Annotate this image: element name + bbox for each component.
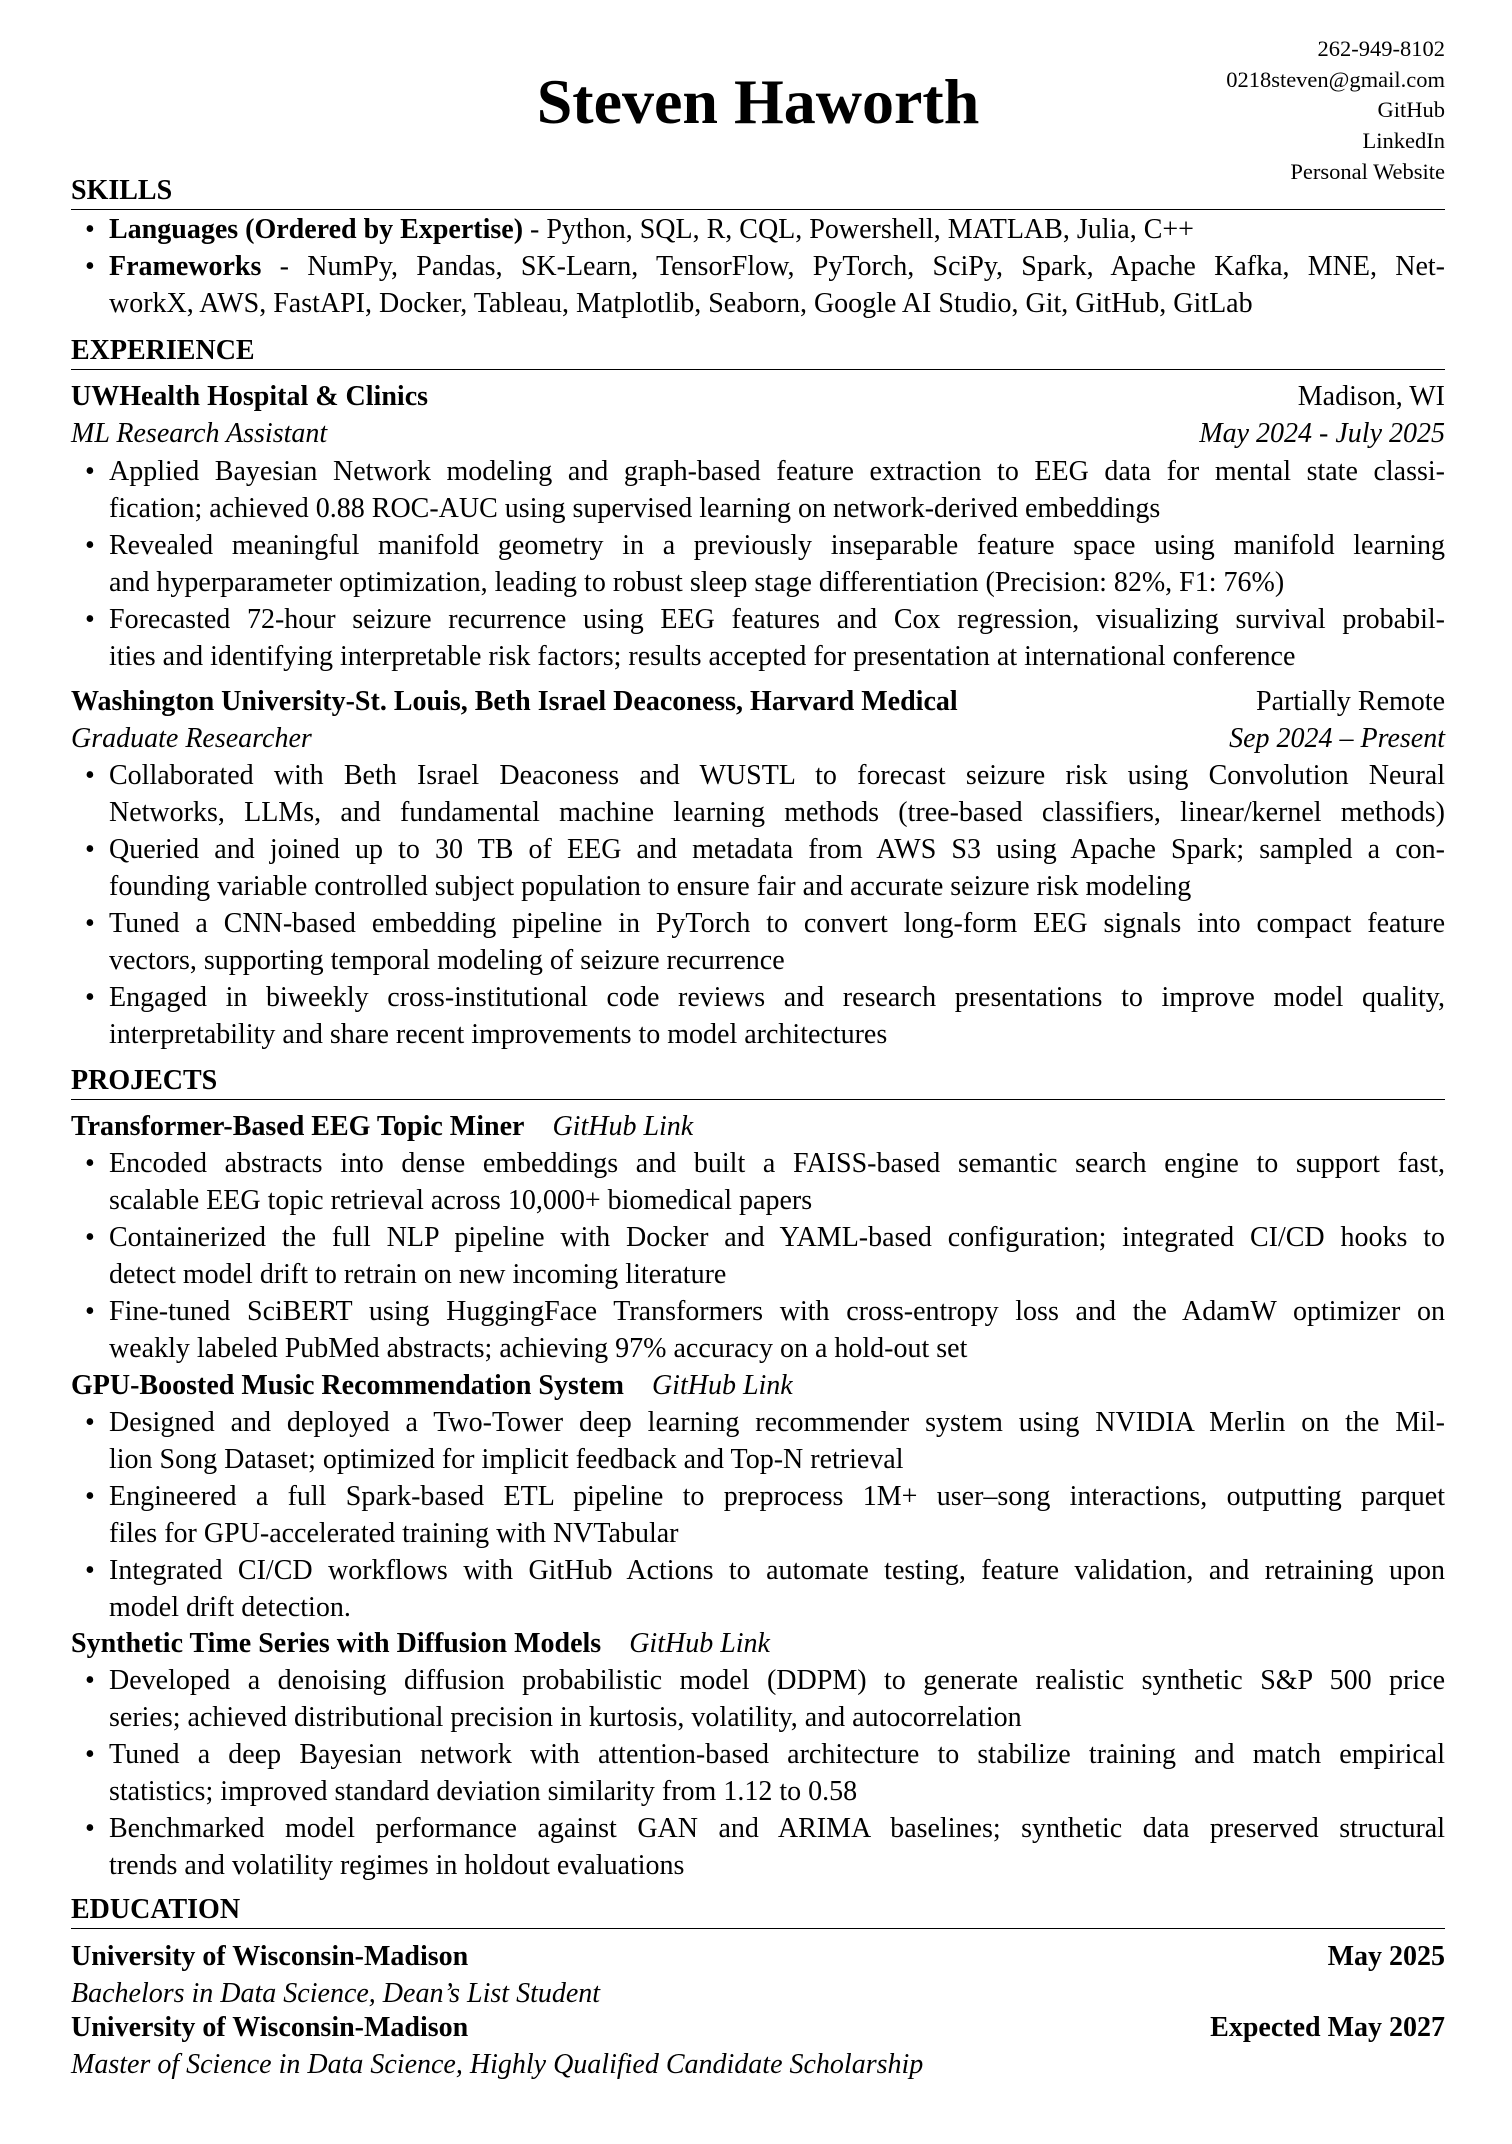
education-date: May 2025 — [1327, 1941, 1445, 1972]
list-item-cont: Networks, LLMs, and fundamental machine learning methods (tree-based classifiers, linear/kernel methods) — [109, 797, 1445, 828]
bullet-dot: • — [85, 908, 95, 939]
bullet-dot: • — [85, 251, 95, 282]
list-item — [71, 1147, 1445, 1181]
job-role: ML Research Assistant — [71, 418, 328, 449]
project-name: Synthetic Time Series with Diffusion Models — [71, 1628, 602, 1659]
list-item — [71, 1221, 1445, 1255]
list-item-text: Revealed meaningful manifold geometry in a previously inseparable feature space using manifold learning — [109, 530, 1445, 561]
list-item-cont: scalable EEG topic retrieval across 10,000+ biomedical papers — [109, 1185, 813, 1216]
list-item — [71, 1738, 1445, 1772]
list-item-cont: fication; achieved 0.88 ROC-AUC using supervised learning on network-derived embeddings — [109, 493, 1161, 524]
list-item-cont: statistics; improved standard deviation similarity from 1.12 to 0.58 — [109, 1776, 858, 1807]
job-role: Graduate Researcher — [71, 723, 312, 754]
bullet-dot: • — [85, 1481, 95, 1512]
skills-frameworks-text: - NumPy, Pandas, SK-Learn, TensorFlow, PyTorch, SciPy, Spark, Apache Kafka, MNE, Net- — [261, 251, 1445, 282]
section-title-education: EDUCATION — [71, 1893, 1445, 1929]
bullet-dot: • — [85, 456, 95, 487]
list-item — [71, 833, 1445, 867]
list-item-text: Collaborated with Beth Israel Deaconess and WUSTL to forecast seizure risk using Convolution Neural — [109, 760, 1445, 791]
bullet-dot: • — [85, 1739, 95, 1770]
list-item-cont: weakly labeled PubMed abstracts; achieving 97% accuracy on a hold-out set — [109, 1333, 968, 1364]
list-item — [71, 1664, 1445, 1698]
list-item-text: Tuned a deep Bayesian network with attention-based architecture to stabilize training and match empirical — [109, 1739, 1445, 1770]
bullet-dot: • — [85, 1665, 95, 1696]
github-link[interactable]: GitHub — [1377, 97, 1445, 123]
list-item-text: Forecasted 72-hour seizure recurrence using EEG features and Cox regression, visualizing survival probabil- — [109, 604, 1445, 635]
list-item-cont: files for GPU-accelerated training with NVTabular — [109, 1518, 679, 1549]
phone-number: 262-949-8102 — [1317, 36, 1445, 61]
list-item-text: Applied Bayesian Network modeling and graph-based feature extraction to EEG data for mental state classi- — [109, 456, 1445, 487]
list-item-cont: founding variable controlled subject population to ensure fair and accurate seizure risk modeling — [109, 871, 1192, 902]
education-date: Expected May 2027 — [1210, 2012, 1445, 2043]
job-dates: Sep 2024 – Present — [1229, 723, 1445, 754]
job-location: Partially Remote — [1256, 686, 1445, 717]
bullet-dot: • — [85, 1148, 95, 1179]
list-item-cont: detect model drift to retrain on new incoming literature — [109, 1259, 727, 1290]
project-name: Transformer-Based EEG Topic Miner — [71, 1111, 525, 1142]
education-school: University of Wisconsin-Madison — [71, 2012, 469, 2043]
skills-languages-text: - Python, SQL, R, CQL, Powershell, MATLAB, Julia, C++ — [523, 214, 1194, 245]
bullet-dot: • — [85, 530, 95, 561]
bullet-dot: • — [85, 214, 95, 245]
bullet-dot: • — [85, 1296, 95, 1327]
education-detail: Master of Science in Data Science, Highly Qualified Candidate Scholarship — [71, 2049, 924, 2080]
list-item — [71, 981, 1445, 1015]
list-item-text: Designed and deployed a Two-Tower deep learning recommender system using NVIDIA Merlin on the Mil- — [109, 1407, 1445, 1438]
list-item-cont: trends and volatility regimes in holdout evaluations — [109, 1850, 685, 1881]
list-item — [71, 1554, 1445, 1588]
education-school: University of Wisconsin-Madison — [71, 1941, 469, 1972]
bullet-dot: • — [85, 982, 95, 1013]
project-name: GPU-Boosted Music Recommendation System — [71, 1370, 624, 1401]
skills-languages-line — [71, 213, 1445, 247]
list-item-cont: ities and identifying interpretable risk factors; results accepted for presentation at international conference — [109, 641, 1296, 672]
skills-languages-label: Languages (Ordered by Expertise) — [109, 214, 524, 245]
project-github-link[interactable]: GitHub Link — [629, 1628, 770, 1659]
section-title-skills: SKILLS — [71, 174, 1445, 210]
list-item-cont: series; achieved distributional precision in kurtosis, volatility, and autocorrelation — [109, 1702, 1022, 1733]
project-header — [71, 1627, 1445, 1661]
list-item-cont: interpretability and share recent improvements to model architectures — [109, 1019, 888, 1050]
list-item-text: Containerized the full NLP pipeline with Docker and YAML-based configuration; integrated CI/CD hooks to — [109, 1222, 1445, 1253]
bullet-dot: • — [85, 604, 95, 635]
bullet-dot: • — [85, 1407, 95, 1438]
list-item — [71, 1406, 1445, 1440]
education-detail: Bachelors in Data Science, Dean’s List Student — [71, 1978, 601, 2009]
list-item — [71, 1480, 1445, 1514]
list-item-cont: vectors, supporting temporal modeling of seizure recurrence — [109, 945, 785, 976]
section-title-experience: EXPERIENCE — [71, 334, 1445, 370]
list-item-text: Engaged in biweekly cross-institutional code reviews and research presentations to improve model quality, — [109, 982, 1445, 1013]
bullet-dot: • — [85, 1813, 95, 1844]
list-item-text: Engineered a full Spark-based ETL pipeline to preprocess 1M+ user–song interactions, outputting parquet — [109, 1481, 1445, 1512]
personal-website-link[interactable]: Personal Website — [1290, 158, 1445, 184]
list-item — [71, 603, 1445, 637]
list-item — [71, 455, 1445, 489]
candidate-name: Steven Haworth — [536, 66, 980, 137]
list-item-text: Queried and joined up to 30 TB of EEG and metadata from AWS S3 using Apache Spark; sampled a con- — [109, 834, 1445, 865]
list-item-cont: model drift detection. — [109, 1592, 351, 1623]
bullet-dot: • — [85, 1222, 95, 1253]
project-github-link[interactable]: GitHub Link — [552, 1111, 694, 1142]
list-item-text: Fine-tuned SciBERT using HuggingFace Transformers with cross-entropy loss and the AdamW optimizer on — [109, 1296, 1445, 1327]
bullet-dot: • — [85, 760, 95, 791]
job-location: Madison, WI — [1297, 381, 1445, 412]
list-item-cont: lion Song Dataset; optimized for implicit feedback and Top-N retrieval — [109, 1444, 904, 1475]
skills-frameworks-label: Frameworks — [109, 251, 262, 282]
project-header — [71, 1110, 1445, 1144]
list-item-text: Tuned a CNN-based embedding pipeline in PyTorch to convert long-form EEG signals into compact feature — [109, 908, 1445, 939]
project-github-link[interactable]: GitHub Link — [651, 1370, 793, 1401]
job-org: Washington University-St. Louis, Beth Israel Deaconess, Harvard Medical — [71, 686, 958, 717]
list-item — [71, 529, 1445, 563]
list-item-text: Integrated CI/CD workflows with GitHub Actions to automate testing, feature validation, and retraining upon — [109, 1555, 1445, 1586]
section-title-projects: PROJECTS — [71, 1064, 1445, 1100]
list-item-text: Developed a denoising diffusion probabilistic model (DDPM) to generate realistic synthetic S&P 500 price — [109, 1665, 1445, 1696]
email-link[interactable]: 0218steven@gmail.com — [1226, 66, 1445, 92]
list-item — [71, 759, 1445, 793]
list-item — [71, 1295, 1445, 1329]
bullet-dot: • — [85, 834, 95, 865]
linkedin-link[interactable]: LinkedIn — [1362, 128, 1445, 154]
skills-frameworks-line-cont: workX, AWS, FastAPI, Docker, Tableau, Matplotlib, Seaborn, Google AI Studio, Git, GitHub, GitLab — [109, 288, 1253, 319]
project-header — [71, 1369, 1445, 1403]
list-item-text: Encoded abstracts into dense embeddings and built a FAISS-based semantic search engine to support fast, — [109, 1148, 1445, 1179]
bullet-dot: • — [85, 1555, 95, 1586]
list-item-cont: and hyperparameter optimization, leading to robust sleep stage differentiation (Precision: 82%, F1: 76%) — [109, 567, 1285, 598]
skills-frameworks-line — [71, 250, 1445, 284]
list-item — [71, 1812, 1445, 1846]
list-item — [71, 907, 1445, 941]
job-dates: May 2024 - July 2025 — [1199, 418, 1445, 449]
list-item-text: Benchmarked model performance against GAN and ARIMA baselines; synthetic data preserved structural — [109, 1813, 1445, 1844]
job-org: UWHealth Hospital & Clinics — [71, 381, 429, 412]
